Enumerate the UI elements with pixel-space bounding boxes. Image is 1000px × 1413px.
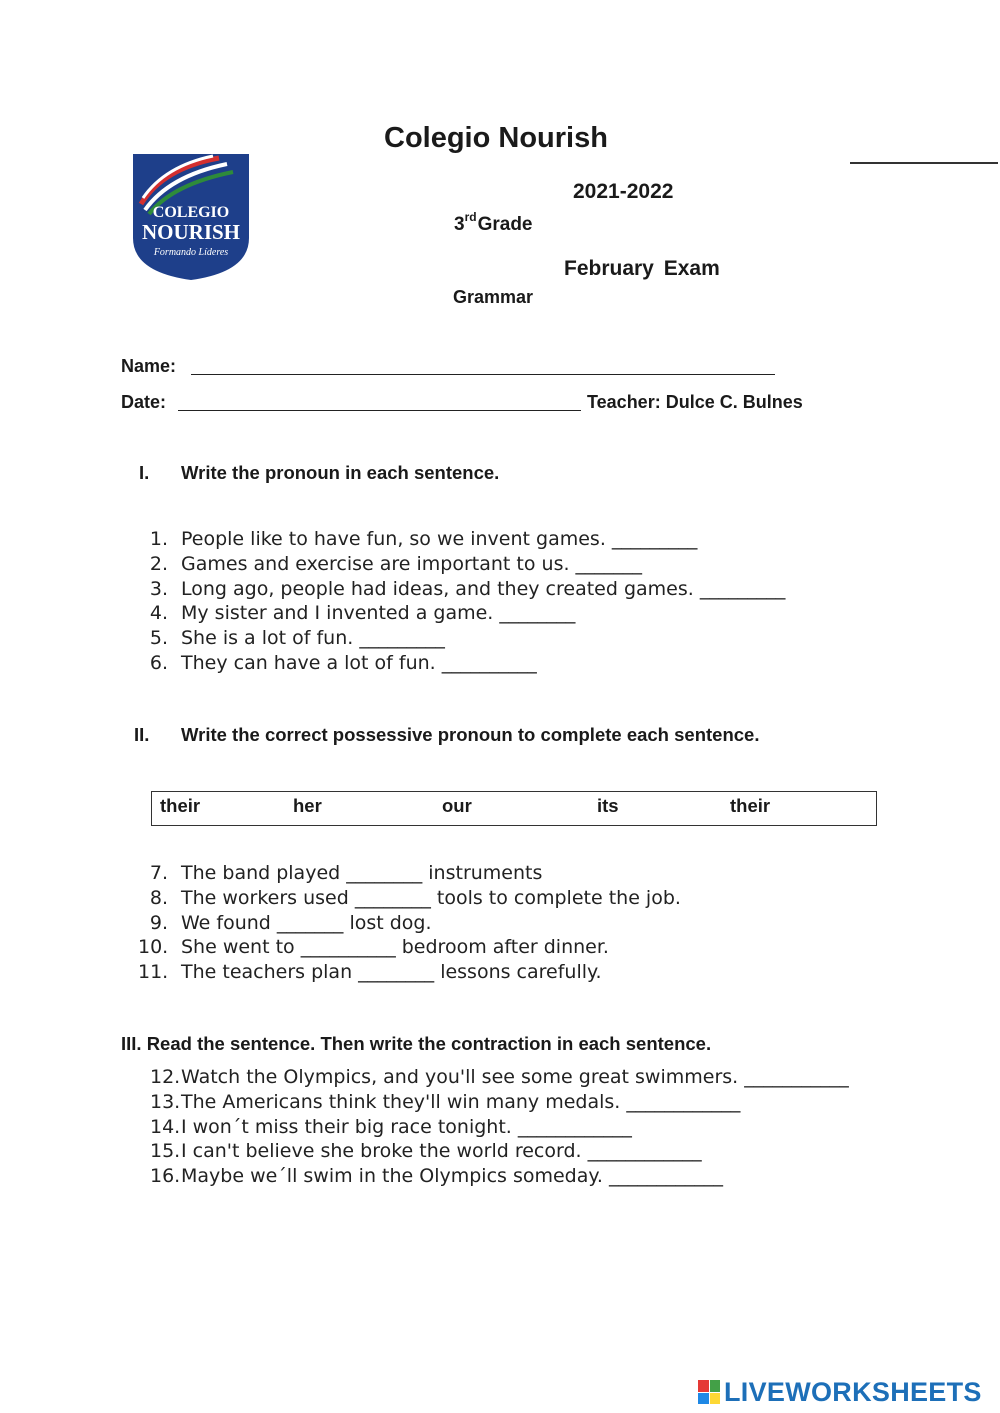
liveworksheets-brand [698, 1377, 982, 1407]
school-title: Colegio Nourish [384, 122, 608, 154]
word-bank-item: her [293, 795, 322, 816]
date-label: Date: [121, 392, 167, 412]
subject: Grammar [453, 287, 534, 307]
question-text[interactable]: The teachers plan ________ lessons carefully. [181, 961, 602, 984]
question-number: 9. [149, 911, 168, 934]
question-number: 10. [138, 936, 169, 959]
section3-heading: III. Read the sentence. Then write the contraction in each sentence. [121, 1033, 712, 1054]
question-number: 5. [149, 627, 168, 650]
word-bank-item: our [442, 795, 472, 816]
word-bank [151, 791, 877, 826]
question-number: 11. [138, 961, 169, 984]
question-number: 2. [149, 552, 168, 575]
question-text[interactable]: I won´t miss their big race tonight. ____________ [181, 1115, 632, 1138]
question-text[interactable]: The band played ________ instruments [181, 862, 543, 884]
question-number: 15. [150, 1140, 181, 1163]
exam-title: February Exam [564, 257, 720, 280]
school-logo [133, 154, 249, 280]
section2-heading: Write the correct possessive pronoun to complete each sentence. [181, 724, 760, 745]
question-number: 3. [149, 577, 168, 600]
grade: 3rdGrade [454, 210, 533, 235]
name-field[interactable] [191, 374, 775, 375]
question-number: 8. [149, 886, 168, 909]
question-text[interactable]: She is a lot of fun. _________ [181, 627, 445, 650]
liveworksheets-logo-icon [698, 1380, 720, 1404]
question-text[interactable]: Watch the Olympics, and you'll see some great swimmers. ___________ [181, 1066, 849, 1088]
section1-numeral: I. [139, 462, 150, 483]
question-number: 16. [150, 1165, 181, 1188]
question-text[interactable]: The Americans think they'll win many medals. ____________ [181, 1090, 741, 1113]
school-year: 2021-2022 [573, 180, 674, 203]
question-number: 7. [149, 862, 168, 884]
logo-line2: NOURISH [141, 220, 241, 244]
question-text[interactable]: My sister and I invented a game. ________ [181, 602, 576, 625]
question-number: 4. [149, 602, 168, 625]
question-text[interactable]: People like to have fun, so we invent games. _________ [181, 528, 698, 550]
question-number: 12. [150, 1066, 181, 1088]
top-rule [850, 162, 998, 164]
question-number: 14. [150, 1115, 181, 1138]
question-text[interactable]: The workers used ________ tools to complete the job. [181, 886, 681, 909]
question-number: 6. [149, 652, 168, 674]
logo-line1: COLEGIO [152, 204, 230, 221]
question-text[interactable]: She went to __________ bedroom after dinner. [181, 936, 609, 959]
question-number: 1. [149, 528, 168, 550]
question-text[interactable]: Games and exercise are important to us. _______ [181, 552, 643, 575]
question-text[interactable]: Long ago, people had ideas, and they created games. _________ [181, 577, 786, 600]
date-field[interactable] [178, 410, 581, 411]
teacher-label: Teacher: Dulce C. Bulnes [587, 392, 803, 412]
word-bank-item: their [160, 795, 201, 816]
question-text[interactable]: They can have a lot of fun. __________ [181, 652, 537, 674]
question-text[interactable]: I can't believe she broke the world record. ____________ [181, 1140, 702, 1163]
section2-numeral: II. [134, 724, 150, 745]
section1-heading: Write the pronoun in each sentence. [181, 462, 500, 483]
question-number: 13. [150, 1090, 181, 1113]
name-label: Name: [121, 356, 177, 376]
word-bank-item: their [730, 795, 771, 816]
question-text[interactable]: Maybe we´ll swim in the Olympics someday. ____________ [181, 1165, 723, 1188]
watermark-text: LIVEWORKSHEETS [724, 1376, 982, 1407]
word-bank-item: its [597, 795, 619, 816]
question-text[interactable]: We found _______ lost dog. [181, 911, 432, 934]
logo-tagline: Formando Líderes [153, 247, 229, 258]
